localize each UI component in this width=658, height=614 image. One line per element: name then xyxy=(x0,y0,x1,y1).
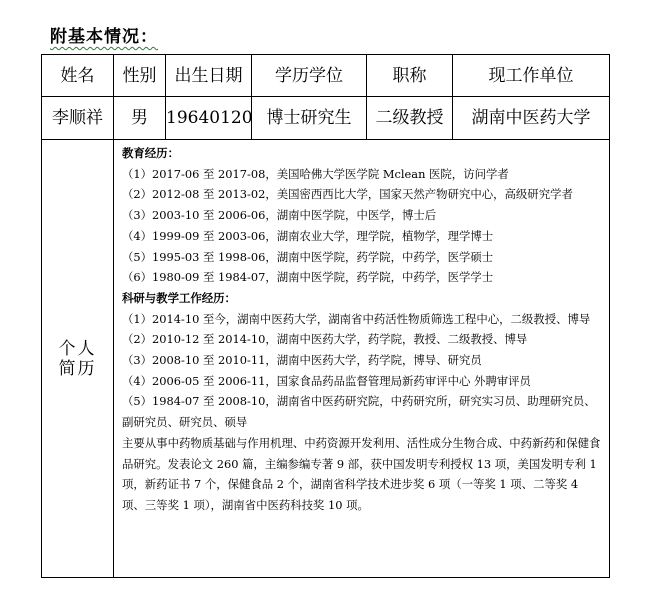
work-item: （2）2010-12 至 2014-10，湖南中医药大学，药学院，教授、二级教授、博导 xyxy=(122,332,528,347)
education-item: （2）2012-08 至 2013-02，美国密西西比大学，国家天然产物研究中心，高级研究学者 xyxy=(122,187,573,202)
basic-info-table xyxy=(41,54,610,578)
resume-label xyxy=(42,140,114,578)
education-item: （4）1999-09 至 2003-06，湖南农业大学，理学院，植物学，理学博士 xyxy=(122,228,494,243)
header-degree: 学历学位 xyxy=(252,55,367,97)
work-title: 科研与教学工作经历： xyxy=(122,290,236,305)
education-item: （1）2017-06 至 2017-08，美国哈佛大学医学院 Mclean 医院，访问学者 xyxy=(122,166,509,181)
education-item: （3）2003-10 至 2006-06，湖南中医学院，中医学，博士后 xyxy=(122,208,437,223)
header-name: 姓名 xyxy=(42,55,114,97)
resume-row xyxy=(42,140,610,578)
value-birth-date: 19640120 xyxy=(166,97,252,140)
value-name: 李顺祥 xyxy=(42,97,114,140)
resume-content xyxy=(114,140,610,578)
value-row xyxy=(42,97,610,140)
header-birth-date: 出生日期 xyxy=(166,55,252,97)
value-title: 二级教授 xyxy=(367,97,453,140)
research-summary: 主要从事中药物质基础与作用机理、中药资源开发利用、活性成分生物合成、中药新药和保健食品研究。发表论文 260 篇，主编参编专著 9 部，获中国发明专利授权 13 项，美国发明专利 1 项，新药证书 7 个，保健食品 2 个，湖南省科学技术进步奖 6 项（一等奖 1 项、二等奖 4 项、三等奖 1 项），湖南省中医药科技奖 10 项。 xyxy=(122,435,601,512)
header-gender: 性别 xyxy=(114,55,166,97)
resume-label-line1: 个人 xyxy=(58,338,97,359)
work-item: （3）2008-10 至 2010-11，湖南中医药大学，药学院，博导、研究员 xyxy=(122,353,482,368)
value-degree: 博士研究生 xyxy=(252,97,367,140)
header-title: 职称 xyxy=(367,55,453,97)
education-title: 教育经历： xyxy=(122,146,179,160)
value-gender: 男 xyxy=(114,97,166,140)
header-row xyxy=(42,55,610,97)
work-item: （1）2014-10 至今，湖南中医药大学，湖南省中药活性物质筛选工程中心，二级教授、博导 xyxy=(122,311,591,326)
resume-label-line2: 简历 xyxy=(58,358,97,379)
section-heading: 附基本情况： xyxy=(50,27,158,47)
education-item: （5）1995-03 至 1998-06，湖南中医学院，药学院，中药学，医学硕士 xyxy=(122,249,494,264)
work-item: （4）2006-05 至 2006-11，国家食品药品监督管理局新药审评中心 外聘审评员 xyxy=(122,373,531,388)
header-workplace: 现工作单位 xyxy=(453,55,610,97)
work-item: （5）1984-07 至 2008-10，湖南省中医药研究院，中药研究所，研究实习员、助理研究员、副研究员、研究员、硕导 xyxy=(122,394,596,430)
education-item: （6）1980-09 至 1984-07，湖南中医学院，药学院，中药学，医学学士 xyxy=(122,270,494,285)
value-workplace: 湖南中医药大学 xyxy=(453,97,610,140)
